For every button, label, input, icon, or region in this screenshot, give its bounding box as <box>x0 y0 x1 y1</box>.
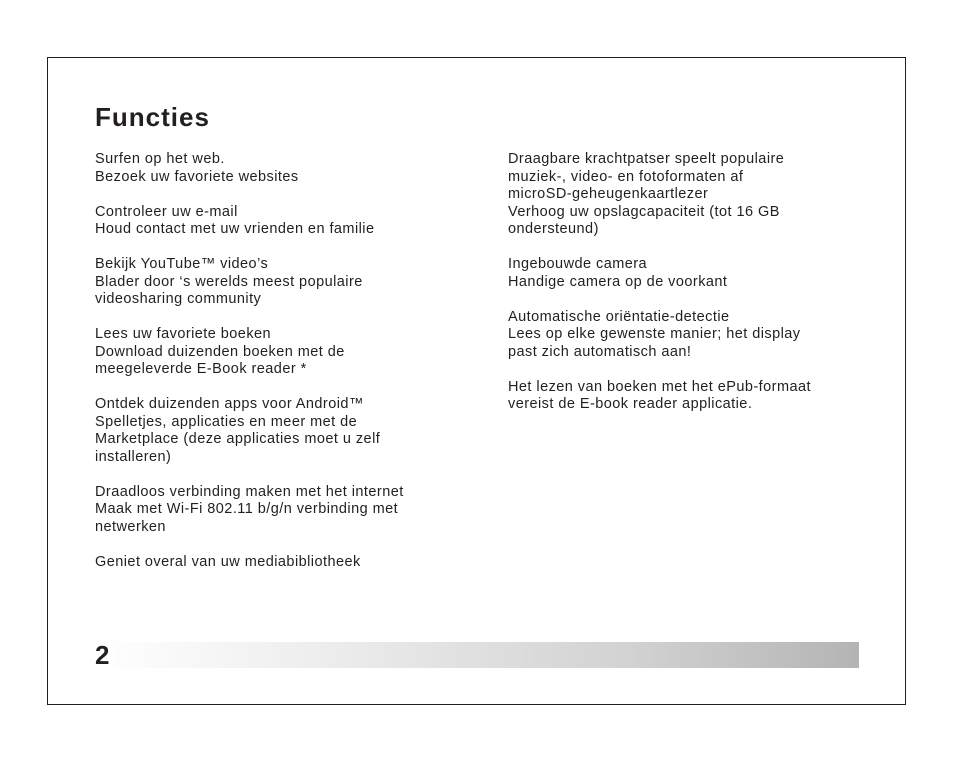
feature-block-books <box>95 326 455 379</box>
page-number: 2 <box>95 640 110 670</box>
feature-block-media <box>95 554 455 572</box>
feature-line: Ontdek duizenden apps voor Android™ <box>95 396 364 412</box>
feature-block-camera <box>508 256 868 291</box>
feature-line: Het lezen van boeken met het ePub-formaat <box>508 378 811 395</box>
feature-line: videosharing community <box>95 291 262 307</box>
feature-line: Blader door ‘s werelds meest populaire <box>95 273 363 290</box>
feature-line: Draagbare krachtpatser speelt populaire <box>508 151 785 167</box>
left-column <box>95 151 455 589</box>
feature-line: Bekijk YouTube™ video’s <box>95 256 269 272</box>
feature-block-orientation <box>508 309 868 362</box>
feature-line: netwerken <box>95 518 166 535</box>
footer-bar <box>95 642 859 668</box>
right-column <box>508 151 868 431</box>
feature-line: Lees uw favoriete boeken <box>95 326 272 342</box>
feature-line: Lees op elke gewenste manier; het display <box>508 326 801 342</box>
feature-block-youtube <box>95 256 455 309</box>
feature-line: Surfen op het web. <box>95 151 225 167</box>
feature-line: muziek-, video- en fotoformaten af <box>508 168 744 185</box>
page-title: Functies <box>95 102 210 132</box>
feature-line: Marketplace (deze applicaties moet u zelf <box>95 431 381 447</box>
feature-block-email <box>95 204 455 239</box>
feature-line: installeren) <box>95 448 172 465</box>
feature-line: vereist de E-book reader applicatie. <box>508 396 753 412</box>
feature-line: meegeleverde E-Book reader * <box>95 361 307 377</box>
feature-line: Handige camera op de voorkant <box>508 273 728 290</box>
feature-line: Spelletjes, applicaties en meer met de <box>95 413 358 430</box>
feature-block-formats <box>508 151 868 239</box>
feature-block-epub-note <box>508 379 868 414</box>
feature-line: Ingebouwde camera <box>508 256 648 272</box>
feature-line: ondersteund) <box>508 221 599 237</box>
feature-line: Draadloos verbinding maken met het internet <box>95 483 404 500</box>
feature-block-web <box>95 151 455 186</box>
feature-line: Bezoek uw favoriete websites <box>95 168 299 185</box>
feature-line: Verhoog uw opslagcapaciteit (tot 16 GB <box>508 203 780 220</box>
feature-line: Houd contact met uw vrienden en familie <box>95 221 375 237</box>
feature-line: Download duizenden boeken met de <box>95 343 345 360</box>
feature-line: Maak met Wi-Fi 802.11 b/g/n verbinding met <box>95 501 399 517</box>
feature-line: Automatische oriëntatie-detectie <box>508 308 730 325</box>
feature-line: Controleer uw e-mail <box>95 203 238 220</box>
feature-block-apps <box>95 396 455 466</box>
feature-line: Geniet overal van uw mediabibliotheek <box>95 553 361 570</box>
feature-block-wifi <box>95 484 455 537</box>
feature-line: microSD-geheugenkaartlezer <box>508 186 709 202</box>
feature-line: past zich automatisch aan! <box>508 343 692 360</box>
